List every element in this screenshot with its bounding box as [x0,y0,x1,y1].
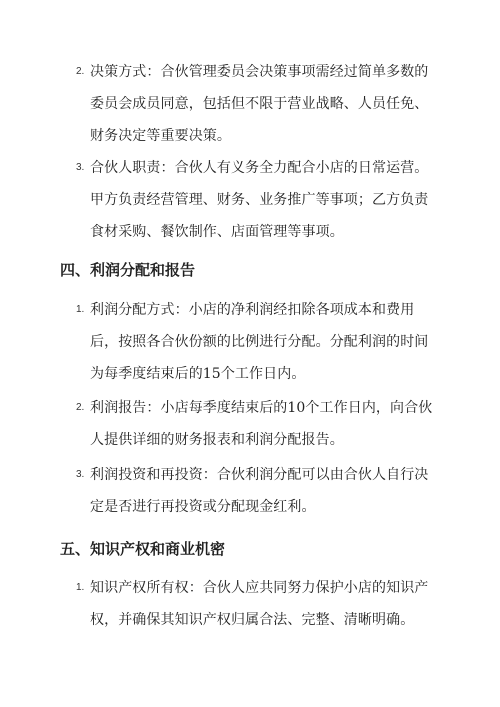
section-heading-profit: 四、利润分配和报告 [60,261,196,279]
list-item-profit-distribution [76,294,436,390]
list-text: 利润分配方式：小店的净利润经扣除各项成本和费用后，按照各合伙份额的比例进行分配。分配利润的时间为每季度结束后的15个工作日内。 [90,302,429,382]
list-item-decision-method [76,56,436,152]
list-number: 1. [76,582,85,593]
list-text: 利润报告：小店每季度结束后的10个工作日内，向合伙人提供详细的财务报表和利润分配报告。 [90,400,433,448]
list-number: 3. [76,162,85,173]
list-item-profit-investment [76,459,436,523]
list-number: 3. [76,469,85,480]
list-item-profit-report [76,392,436,456]
list-text: 利润投资和再投资：合伙利润分配可以由合伙人自行决定是否进行再投资或分配现金红利。 [90,467,429,515]
section-heading-ip: 五、知识产权和商业机密 [60,540,226,558]
list-number: 1. [76,304,85,315]
list-number: 2. [76,402,85,413]
list-item-partner-duties [76,152,436,248]
list-text: 知识产权所有权：合伙人应共同努力保护小店的知识产权，并确保其知识产权归属合法、完整、清晰明确。 [90,580,429,628]
list-number: 2. [76,66,85,77]
list-item-ip-ownership [76,572,436,636]
list-text: 合伙人职责：合伙人有义务全力配合小店的日常运营。甲方负责经营管理、财务、业务推广等事项；乙方负责食材采购、餐饮制作、店面管理等事项。 [90,160,429,240]
list-text: 决策方式：合伙管理委员会决策事项需经过简单多数的委员会成员同意，包括但不限于营业战略、人员任免、财务决定等重要决策。 [90,64,429,144]
